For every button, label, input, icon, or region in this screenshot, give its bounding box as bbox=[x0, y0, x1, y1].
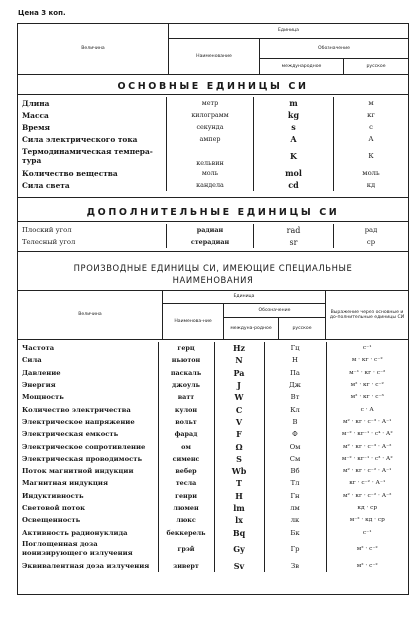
table-row bbox=[18, 440, 408, 452]
unit-name-cell: ом bbox=[158, 440, 214, 452]
rus-symbol-cell: Ф bbox=[264, 428, 326, 440]
table-row bbox=[18, 539, 408, 560]
expression-cell: м⁻² · кг⁻¹ · с⁴ · А² bbox=[326, 428, 408, 440]
rus-symbol-cell: Бк bbox=[264, 526, 326, 538]
quantity-cell: Длина bbox=[22, 98, 50, 108]
quantity-line-1: Термодинамическая темпера- bbox=[22, 147, 153, 156]
intl-symbol-cell: Gy bbox=[214, 539, 264, 560]
quantity-cell: Количество вещества bbox=[22, 168, 118, 178]
intl-symbol-cell: H bbox=[214, 490, 264, 502]
section-derived-title-line-2: НАИМЕНОВАНИЯ bbox=[172, 275, 254, 285]
rus-symbol-cell: кд bbox=[334, 179, 409, 191]
rus-symbol-cell: Вб bbox=[264, 465, 326, 477]
expression-cell: м² · кг · с⁻² · А⁻² bbox=[326, 490, 408, 502]
intl-symbol-cell: F bbox=[214, 428, 264, 440]
header-designation: Обозначение bbox=[260, 38, 409, 58]
unit-name-cell: паскаль bbox=[158, 367, 214, 379]
table-row bbox=[18, 428, 408, 440]
quantity-cell: Освещенность bbox=[22, 516, 81, 525]
intl-symbol-cell: Wb bbox=[214, 465, 264, 477]
rus-symbol-cell: Дж bbox=[264, 379, 326, 391]
intl-symbol-cell: m bbox=[254, 97, 334, 109]
intl-symbol-cell: N bbox=[214, 354, 264, 366]
rus-symbol-cell: Ом bbox=[264, 440, 326, 452]
rus-symbol-cell: Н bbox=[264, 354, 326, 366]
table-row bbox=[18, 391, 408, 403]
divider bbox=[18, 197, 408, 198]
expression-cell: м² · кг · с⁻³ · А⁻² bbox=[326, 440, 408, 452]
quantity-cell: Время bbox=[22, 122, 50, 132]
intl-symbol-cell: kg bbox=[254, 109, 334, 121]
header-rus: русское bbox=[279, 317, 326, 339]
intl-symbol-cell: lx bbox=[214, 514, 264, 526]
quantity-line-2: тура bbox=[22, 156, 42, 165]
expression-cell: с · А bbox=[326, 403, 408, 415]
unit-name-cell: кельвин bbox=[167, 145, 254, 167]
quantity-cell: Масса bbox=[22, 110, 49, 120]
table-row bbox=[18, 477, 408, 489]
intl-symbol-cell: A bbox=[254, 133, 334, 145]
header-rus: русское bbox=[344, 58, 409, 74]
unit-name-cell: килограмм bbox=[167, 109, 254, 121]
rus-symbol-cell: лк bbox=[264, 514, 326, 526]
rus-symbol-cell: ср bbox=[334, 236, 409, 248]
intl-symbol-cell: Ω bbox=[214, 440, 264, 452]
table-row bbox=[18, 465, 408, 477]
unit-name-cell: моль bbox=[167, 167, 254, 179]
rus-symbol-cell: рад bbox=[334, 224, 409, 236]
header-expression: Выражение через основные и до-полнительные единицы СИ bbox=[326, 291, 409, 339]
intl-symbol-cell: V bbox=[214, 416, 264, 428]
unit-name-cell: генри bbox=[158, 490, 214, 502]
unit-name-cell: зиверт bbox=[158, 560, 214, 572]
unit-name-cell: фарад bbox=[158, 428, 214, 440]
unit-name-cell: стерадиан bbox=[167, 236, 254, 248]
unit-name-cell: сименс bbox=[158, 453, 214, 465]
quantity-cell: Сила bbox=[22, 356, 42, 365]
unit-name-cell: радиан bbox=[167, 224, 254, 236]
intl-symbol-cell: Bq bbox=[214, 526, 264, 538]
table-row bbox=[18, 121, 408, 133]
unit-name-cell: тесла bbox=[158, 477, 214, 489]
quantity-cell: Электрическая емкость bbox=[22, 430, 119, 439]
header-unit: Единица bbox=[169, 24, 409, 38]
intl-symbol-cell: J bbox=[214, 379, 264, 391]
quantity-cell: Частота bbox=[22, 344, 55, 353]
unit-name-cell: кулон bbox=[158, 403, 214, 415]
quantity-cell: Мощность bbox=[22, 393, 64, 402]
price-label: Цена 3 коп. bbox=[18, 9, 66, 17]
quantity-cell: Электрическое напряжение bbox=[22, 417, 135, 426]
rus-symbol-cell: м bbox=[334, 97, 409, 109]
table-row bbox=[18, 224, 408, 236]
intl-symbol-cell: lm bbox=[214, 502, 264, 514]
table-row bbox=[18, 403, 408, 415]
unit-name-cell: грэй bbox=[158, 539, 214, 560]
table-row bbox=[18, 502, 408, 514]
expression-cell: м² · кг · с⁻² · А⁻¹ bbox=[326, 465, 408, 477]
intl-symbol-cell: rad bbox=[254, 224, 334, 236]
unit-name-cell: вольт bbox=[158, 416, 214, 428]
expression-cell: с⁻¹ bbox=[326, 342, 408, 354]
unit-name-cell: люмен bbox=[158, 502, 214, 514]
quantity-cell: Поток магнитной индукции bbox=[22, 467, 134, 476]
expression-cell: м⁻² · кг⁻¹ · с³ · А² bbox=[326, 453, 408, 465]
table-row bbox=[18, 490, 408, 502]
quantity-cell: Телесный угол bbox=[22, 238, 76, 246]
rus-symbol-cell: лм bbox=[264, 502, 326, 514]
table-row bbox=[18, 354, 408, 366]
expression-cell: м² · с⁻² bbox=[326, 560, 408, 572]
rus-symbol-cell: кг bbox=[334, 109, 409, 121]
supplementary-units-table bbox=[18, 224, 408, 248]
expression-cell: кг · с⁻² · А⁻¹ bbox=[326, 477, 408, 489]
rus-symbol-cell: Зв bbox=[264, 560, 326, 572]
divider bbox=[18, 94, 408, 95]
unit-name-cell: ватт bbox=[158, 391, 214, 403]
table-row bbox=[18, 416, 408, 428]
header-unit: Единица bbox=[163, 291, 326, 303]
units-table-frame bbox=[17, 23, 409, 595]
header-basic bbox=[18, 24, 408, 75]
rus-symbol-cell: Гц bbox=[264, 342, 326, 354]
header-quantity: Величина bbox=[18, 291, 163, 339]
quantity-cell bbox=[18, 539, 158, 560]
quantity-cell: Давление bbox=[22, 368, 61, 377]
header-name: Наименова-ние bbox=[163, 303, 224, 339]
rus-symbol-cell: Гр bbox=[264, 539, 326, 560]
expression-cell: м · кг · с⁻² bbox=[326, 354, 408, 366]
rus-symbol-cell: В bbox=[264, 416, 326, 428]
quantity-cell: Количество электричества bbox=[22, 405, 131, 414]
intl-symbol-cell: mol bbox=[254, 167, 334, 179]
expression-cell: м² · с⁻² bbox=[326, 539, 408, 560]
rus-symbol-cell: Па bbox=[264, 367, 326, 379]
rus-symbol-cell: Тл bbox=[264, 477, 326, 489]
intl-symbol-cell: W bbox=[214, 391, 264, 403]
unit-name-cell: беккерель bbox=[158, 526, 214, 538]
derived-units-table bbox=[18, 342, 408, 572]
section-supplementary-title: ДОПОЛНИТЕЛЬНЫЕ ЕДИНИЦЫ СИ bbox=[86, 207, 340, 218]
expression-cell: с⁻¹ bbox=[326, 526, 408, 538]
quantity-cell: Электрическая проводимость bbox=[22, 454, 143, 463]
intl-symbol-cell: Pa bbox=[214, 367, 264, 379]
rus-symbol-cell: Гн bbox=[264, 490, 326, 502]
intl-symbol-cell: Sv bbox=[214, 560, 264, 572]
intl-symbol-cell: cd bbox=[254, 179, 334, 191]
expression-cell: м² · кг · с⁻³ · А⁻¹ bbox=[326, 416, 408, 428]
table-row bbox=[18, 145, 408, 167]
table-row bbox=[18, 97, 408, 109]
rus-symbol-cell: моль bbox=[334, 167, 409, 179]
quantity-cell bbox=[18, 145, 167, 167]
table-row bbox=[18, 179, 408, 191]
table-row bbox=[18, 453, 408, 465]
expression-cell: м⁻¹ · кг · с⁻² bbox=[326, 367, 408, 379]
divider bbox=[18, 221, 408, 222]
rus-symbol-cell: с bbox=[334, 121, 409, 133]
unit-name-cell: секунда bbox=[167, 121, 254, 133]
rus-symbol-cell: К bbox=[334, 145, 409, 167]
intl-symbol-cell: S bbox=[214, 453, 264, 465]
quantity-cell: Эквивалентная доза излучения bbox=[22, 561, 150, 570]
unit-name-cell: ньютон bbox=[158, 354, 214, 366]
quantity-cell: Плоский угол bbox=[22, 226, 72, 234]
table-row bbox=[18, 514, 408, 526]
expression-cell: кд · ср bbox=[326, 502, 408, 514]
section-basic-title: ОСНОВНЫЕ ЕДИНИЦЫ СИ bbox=[117, 81, 309, 92]
table-row bbox=[18, 109, 408, 121]
intl-symbol-cell: K bbox=[254, 145, 334, 167]
intl-symbol-cell: T bbox=[214, 477, 264, 489]
header-derived bbox=[18, 291, 408, 340]
unit-name-cell: ампер bbox=[167, 133, 254, 145]
unit-name-cell: вебер bbox=[158, 465, 214, 477]
table-row bbox=[18, 379, 408, 391]
quantity-cell: Электрическое сопротивление bbox=[22, 442, 146, 451]
quantity-cell: Магнитная индукция bbox=[22, 479, 108, 488]
quantity-line-1: Поглощенная доза bbox=[22, 540, 98, 549]
unit-name-cell: люкс bbox=[158, 514, 214, 526]
intl-symbol-cell: sr bbox=[254, 236, 334, 248]
intl-symbol-cell: s bbox=[254, 121, 334, 133]
quantity-cell: Активность радионуклида bbox=[22, 528, 128, 537]
rus-symbol-cell: Кл bbox=[264, 403, 326, 415]
rus-symbol-cell: А bbox=[334, 133, 409, 145]
intl-symbol-cell: Hz bbox=[214, 342, 264, 354]
expression-cell: м⁻² · кд · ср bbox=[326, 514, 408, 526]
quantity-cell: Сила электрического тока bbox=[22, 134, 138, 144]
table-row bbox=[18, 236, 408, 248]
quantity-cell: Сила света bbox=[22, 180, 70, 190]
quantity-cell: Индуктивность bbox=[22, 491, 84, 500]
section-derived-title-line-1: ПРОИЗВОДНЫЕ ЕДИНИЦЫ СИ, ИМЕЮЩИЕ СПЕЦИАЛЬНЫЕ bbox=[73, 263, 353, 273]
header-designation: Обозначение bbox=[224, 303, 326, 317]
unit-name-cell: кандела bbox=[167, 179, 254, 191]
intl-symbol-cell: C bbox=[214, 403, 264, 415]
table-row bbox=[18, 167, 408, 179]
expression-cell: м² · кг · с⁻² bbox=[326, 379, 408, 391]
basic-units-table bbox=[18, 97, 408, 191]
table-row bbox=[18, 560, 408, 572]
quantity-cell: Световой поток bbox=[22, 504, 86, 512]
table-row bbox=[18, 367, 408, 379]
header-intl: международное bbox=[260, 58, 344, 74]
unit-name-cell: герц bbox=[158, 342, 214, 354]
table-row bbox=[18, 342, 408, 354]
rus-symbol-cell: Вт bbox=[264, 391, 326, 403]
table-row bbox=[18, 133, 408, 145]
expression-cell: м² · кг · с⁻³ bbox=[326, 391, 408, 403]
header-quantity: Величина bbox=[18, 24, 169, 74]
header-intl: междуна-родное bbox=[224, 317, 279, 339]
unit-name-cell: джоуль bbox=[158, 379, 214, 391]
rus-symbol-cell: См bbox=[264, 453, 326, 465]
quantity-line-2: ионизирующего излучения bbox=[22, 549, 133, 558]
divider bbox=[18, 251, 408, 252]
table-row bbox=[18, 526, 408, 538]
unit-name-cell: метр bbox=[167, 97, 254, 109]
quantity-cell: Энергия bbox=[22, 381, 56, 390]
header-name: Наименование bbox=[169, 38, 260, 74]
